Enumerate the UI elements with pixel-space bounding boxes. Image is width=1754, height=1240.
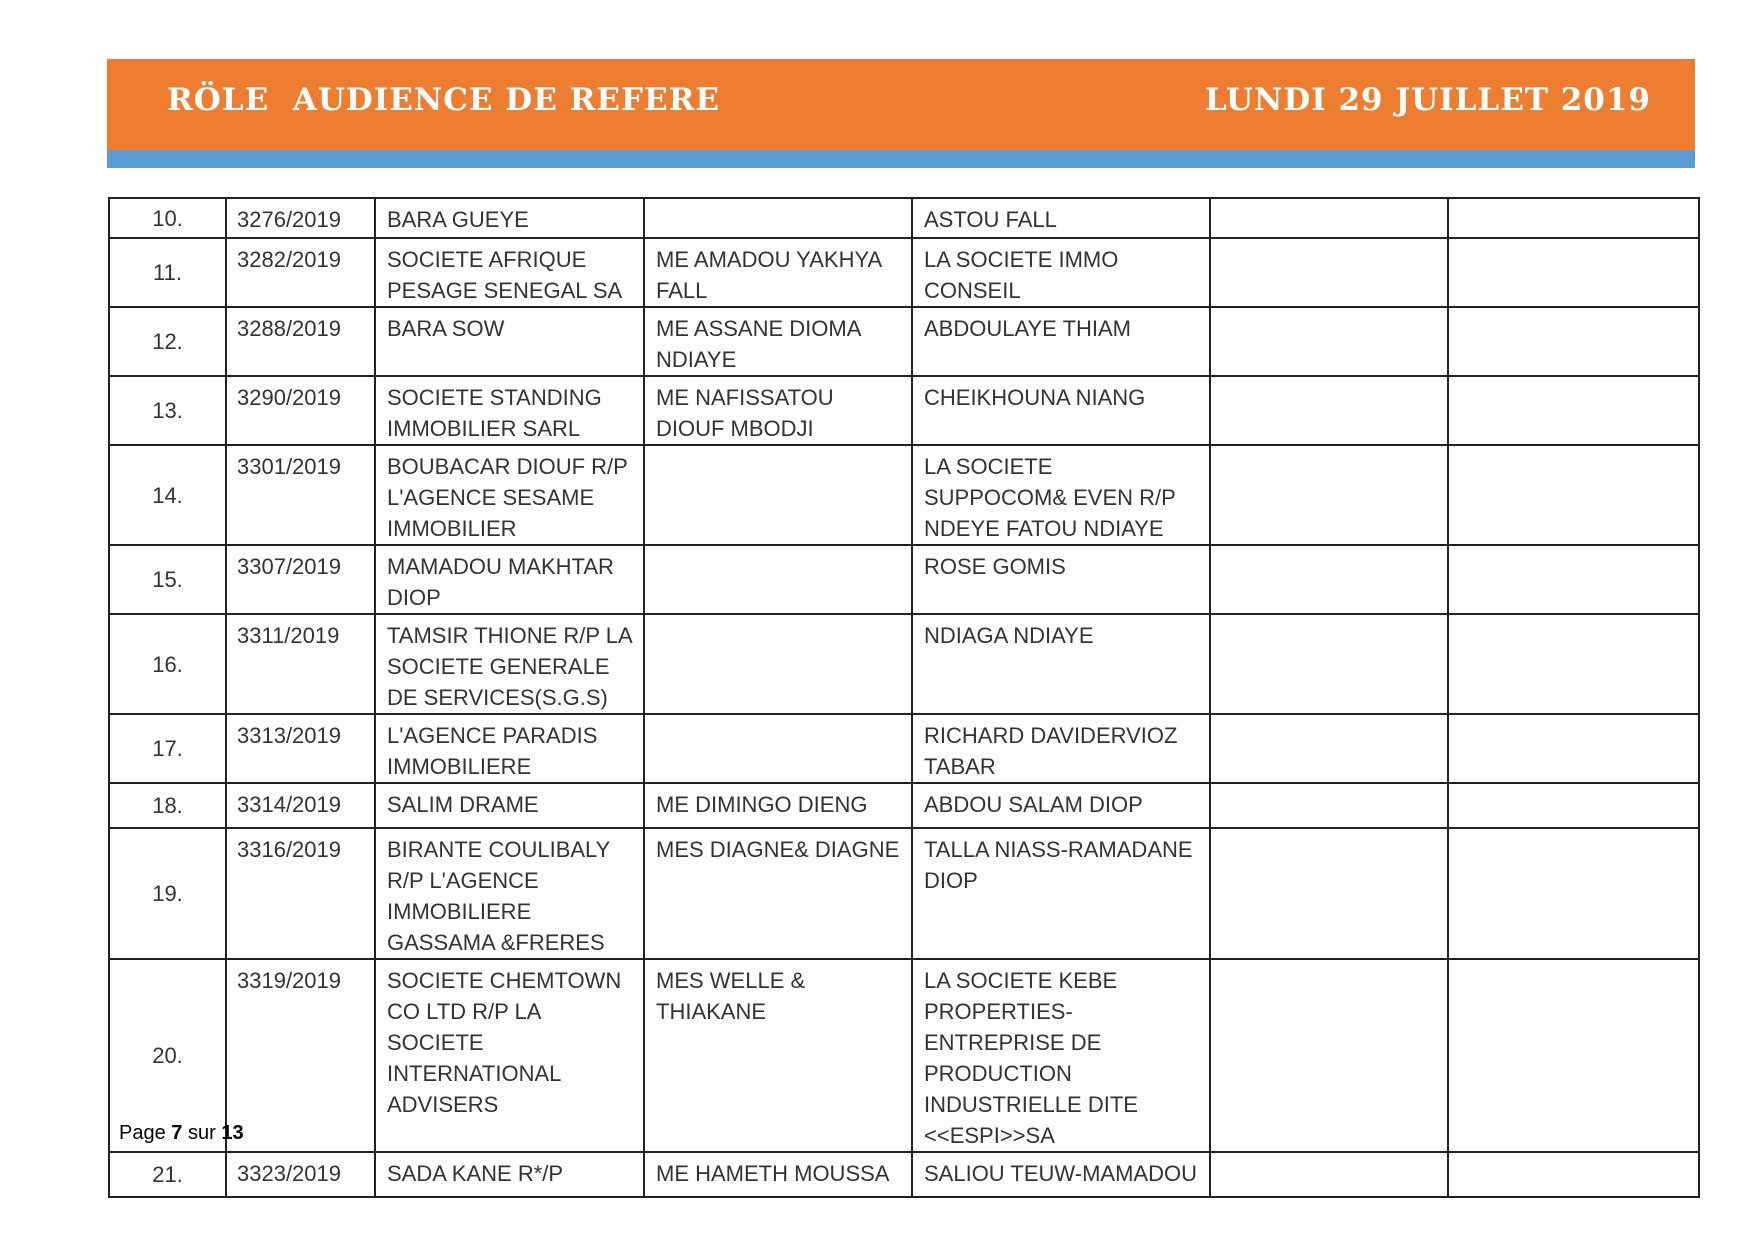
defendant-cell: NDIAGA NDIAYE [912,614,1210,714]
row-number-cell: 10. [109,198,226,238]
plaintiff-cell: SADA KANE R*/P [375,1152,644,1197]
plaintiff-lawyer-cell: MES DIAGNE& DIAGNE [644,828,912,959]
plaintiff-lawyer-cell [644,545,912,614]
plaintiff-lawyer-cell [644,445,912,545]
decision-cell [1448,198,1699,238]
table-row [109,238,1699,307]
page-footer [119,1122,244,1145]
row-number-cell: 14. [109,445,226,545]
case-number-cell: 3307/2019 [226,545,375,614]
table-row [109,307,1699,376]
defendant-cell: LA SOCIETE SUPPOCOM& EVEN R/P NDEYE FATOU NDIAYE [912,445,1210,545]
plaintiff-cell: TAMSIR THIONE R/P LA SOCIETE GENERALE DE SERVICES(S.G.S) [375,614,644,714]
defendant-cell: ROSE GOMIS [912,545,1210,614]
defendant-lawyer-cell [1210,198,1448,238]
case-number-cell: 3314/2019 [226,783,375,828]
plaintiff-cell: SALIM DRAME [375,783,644,828]
plaintiff-lawyer-cell [644,198,912,238]
decision-cell [1448,783,1699,828]
plaintiff-lawyer-cell: MES WELLE & THIAKANE [644,959,912,1152]
table-row [109,783,1699,828]
defendant-cell: ABDOULAYE THIAM [912,307,1210,376]
footer-total-pages: 13 [221,1122,244,1144]
case-number-cell: 3313/2019 [226,714,375,783]
decision-cell [1448,376,1699,445]
row-number-cell: 12. [109,307,226,376]
table-row [109,545,1699,614]
plaintiff-cell: MAMADOU MAKHTAR DIOP [375,545,644,614]
case-number-cell: 3290/2019 [226,376,375,445]
table-row [109,445,1699,545]
plaintiff-cell: L'AGENCE PARADIS IMMOBILIERE [375,714,644,783]
table-row [109,1152,1699,1197]
plaintiff-lawyer-cell: ME ASSANE DIOMA NDIAYE [644,307,912,376]
case-number-cell: 3311/2019 [226,614,375,714]
plaintiff-cell: BIRANTE COULIBALY R/P L'AGENCE IMMOBILIERE GASSAMA &FRERES [375,828,644,959]
defendant-cell: TALLA NIASS-RAMADANE DIOP [912,828,1210,959]
defendant-lawyer-cell [1210,714,1448,783]
page-title: RÖLE AUDIENCE DE REFERE [167,82,721,118]
row-number-cell: 18. [109,783,226,828]
decision-cell [1448,238,1699,307]
decision-cell [1448,714,1699,783]
defendant-lawyer-cell [1210,959,1448,1152]
hearing-date: LUNDI 29 JUILLET 2019 [1204,82,1651,118]
row-number-cell: 11. [109,238,226,307]
defendant-lawyer-cell [1210,238,1448,307]
defendant-lawyer-cell [1210,783,1448,828]
defendant-lawyer-cell [1210,1152,1448,1197]
hearing-roll-table [108,197,1700,1198]
table-row [109,828,1699,959]
footer-current-page: 7 [171,1122,183,1144]
plaintiff-lawyer-cell [644,614,912,714]
plaintiff-lawyer-cell: ME DIMINGO DIENG [644,783,912,828]
row-number-cell: 17. [109,714,226,783]
defendant-lawyer-cell [1210,307,1448,376]
plaintiff-cell: BARA SOW [375,307,644,376]
table-row [109,959,1699,1152]
row-number-cell: 21. [109,1152,226,1197]
decision-cell [1448,445,1699,545]
defendant-lawyer-cell [1210,614,1448,714]
decision-cell [1448,614,1699,714]
defendant-cell: SALIOU TEUW-MAMADOU [912,1152,1210,1197]
row-number-cell: 15. [109,545,226,614]
plaintiff-cell: SOCIETE CHEMTOWN CO LTD R/P LA SOCIETE INTERNATIONAL ADVISERS [375,959,644,1152]
row-number-cell: 20. [109,959,226,1152]
plaintiff-lawyer-cell [644,714,912,783]
defendant-lawyer-cell [1210,445,1448,545]
defendant-lawyer-cell [1210,545,1448,614]
case-number-cell: 3316/2019 [226,828,375,959]
defendant-cell: LA SOCIETE IMMO CONSEIL [912,238,1210,307]
table-row [109,614,1699,714]
defendant-cell: ABDOU SALAM DIOP [912,783,1210,828]
plaintiff-cell: BOUBACAR DIOUF R/P L'AGENCE SESAME IMMOBILIER [375,445,644,545]
table-row [109,714,1699,783]
decision-cell [1448,828,1699,959]
defendant-cell: ASTOU FALL [912,198,1210,238]
defendant-cell: RICHARD DAVIDERVIOZ TABAR [912,714,1210,783]
footer-prefix: Page [119,1122,166,1144]
decision-cell [1448,307,1699,376]
case-number-cell: 3282/2019 [226,238,375,307]
plaintiff-lawyer-cell: ME AMADOU YAKHYA FALL [644,238,912,307]
row-number-cell: 19. [109,828,226,959]
decision-cell [1448,959,1699,1152]
case-number-cell: 3319/2019 [226,959,375,1152]
case-number-cell: 3276/2019 [226,198,375,238]
plaintiff-lawyer-cell: ME NAFISSATOU DIOUF MBODJI [644,376,912,445]
footer-sep: sur [187,1122,216,1144]
plaintiff-cell: SOCIETE STANDING IMMOBILIER SARL [375,376,644,445]
case-number-cell: 3288/2019 [226,307,375,376]
row-number-cell: 13. [109,376,226,445]
case-number-cell: 3323/2019 [226,1152,375,1197]
header-stripe [107,150,1695,168]
defendant-cell: CHEIKHOUNA NIANG [912,376,1210,445]
plaintiff-lawyer-cell: ME HAMETH MOUSSA [644,1152,912,1197]
plaintiff-cell: SOCIETE AFRIQUE PESAGE SENEGAL SA [375,238,644,307]
table-row [109,376,1699,445]
decision-cell [1448,545,1699,614]
defendant-cell: LA SOCIETE KEBE PROPERTIES-ENTREPRISE DE PRODUCTION INDUSTRIELLE DITE <<ESPI>>SA [912,959,1210,1152]
defendant-lawyer-cell [1210,376,1448,445]
case-number-cell: 3301/2019 [226,445,375,545]
decision-cell [1448,1152,1699,1197]
row-number-cell: 16. [109,614,226,714]
table-row [109,198,1699,238]
plaintiff-cell: BARA GUEYE [375,198,644,238]
defendant-lawyer-cell [1210,828,1448,959]
